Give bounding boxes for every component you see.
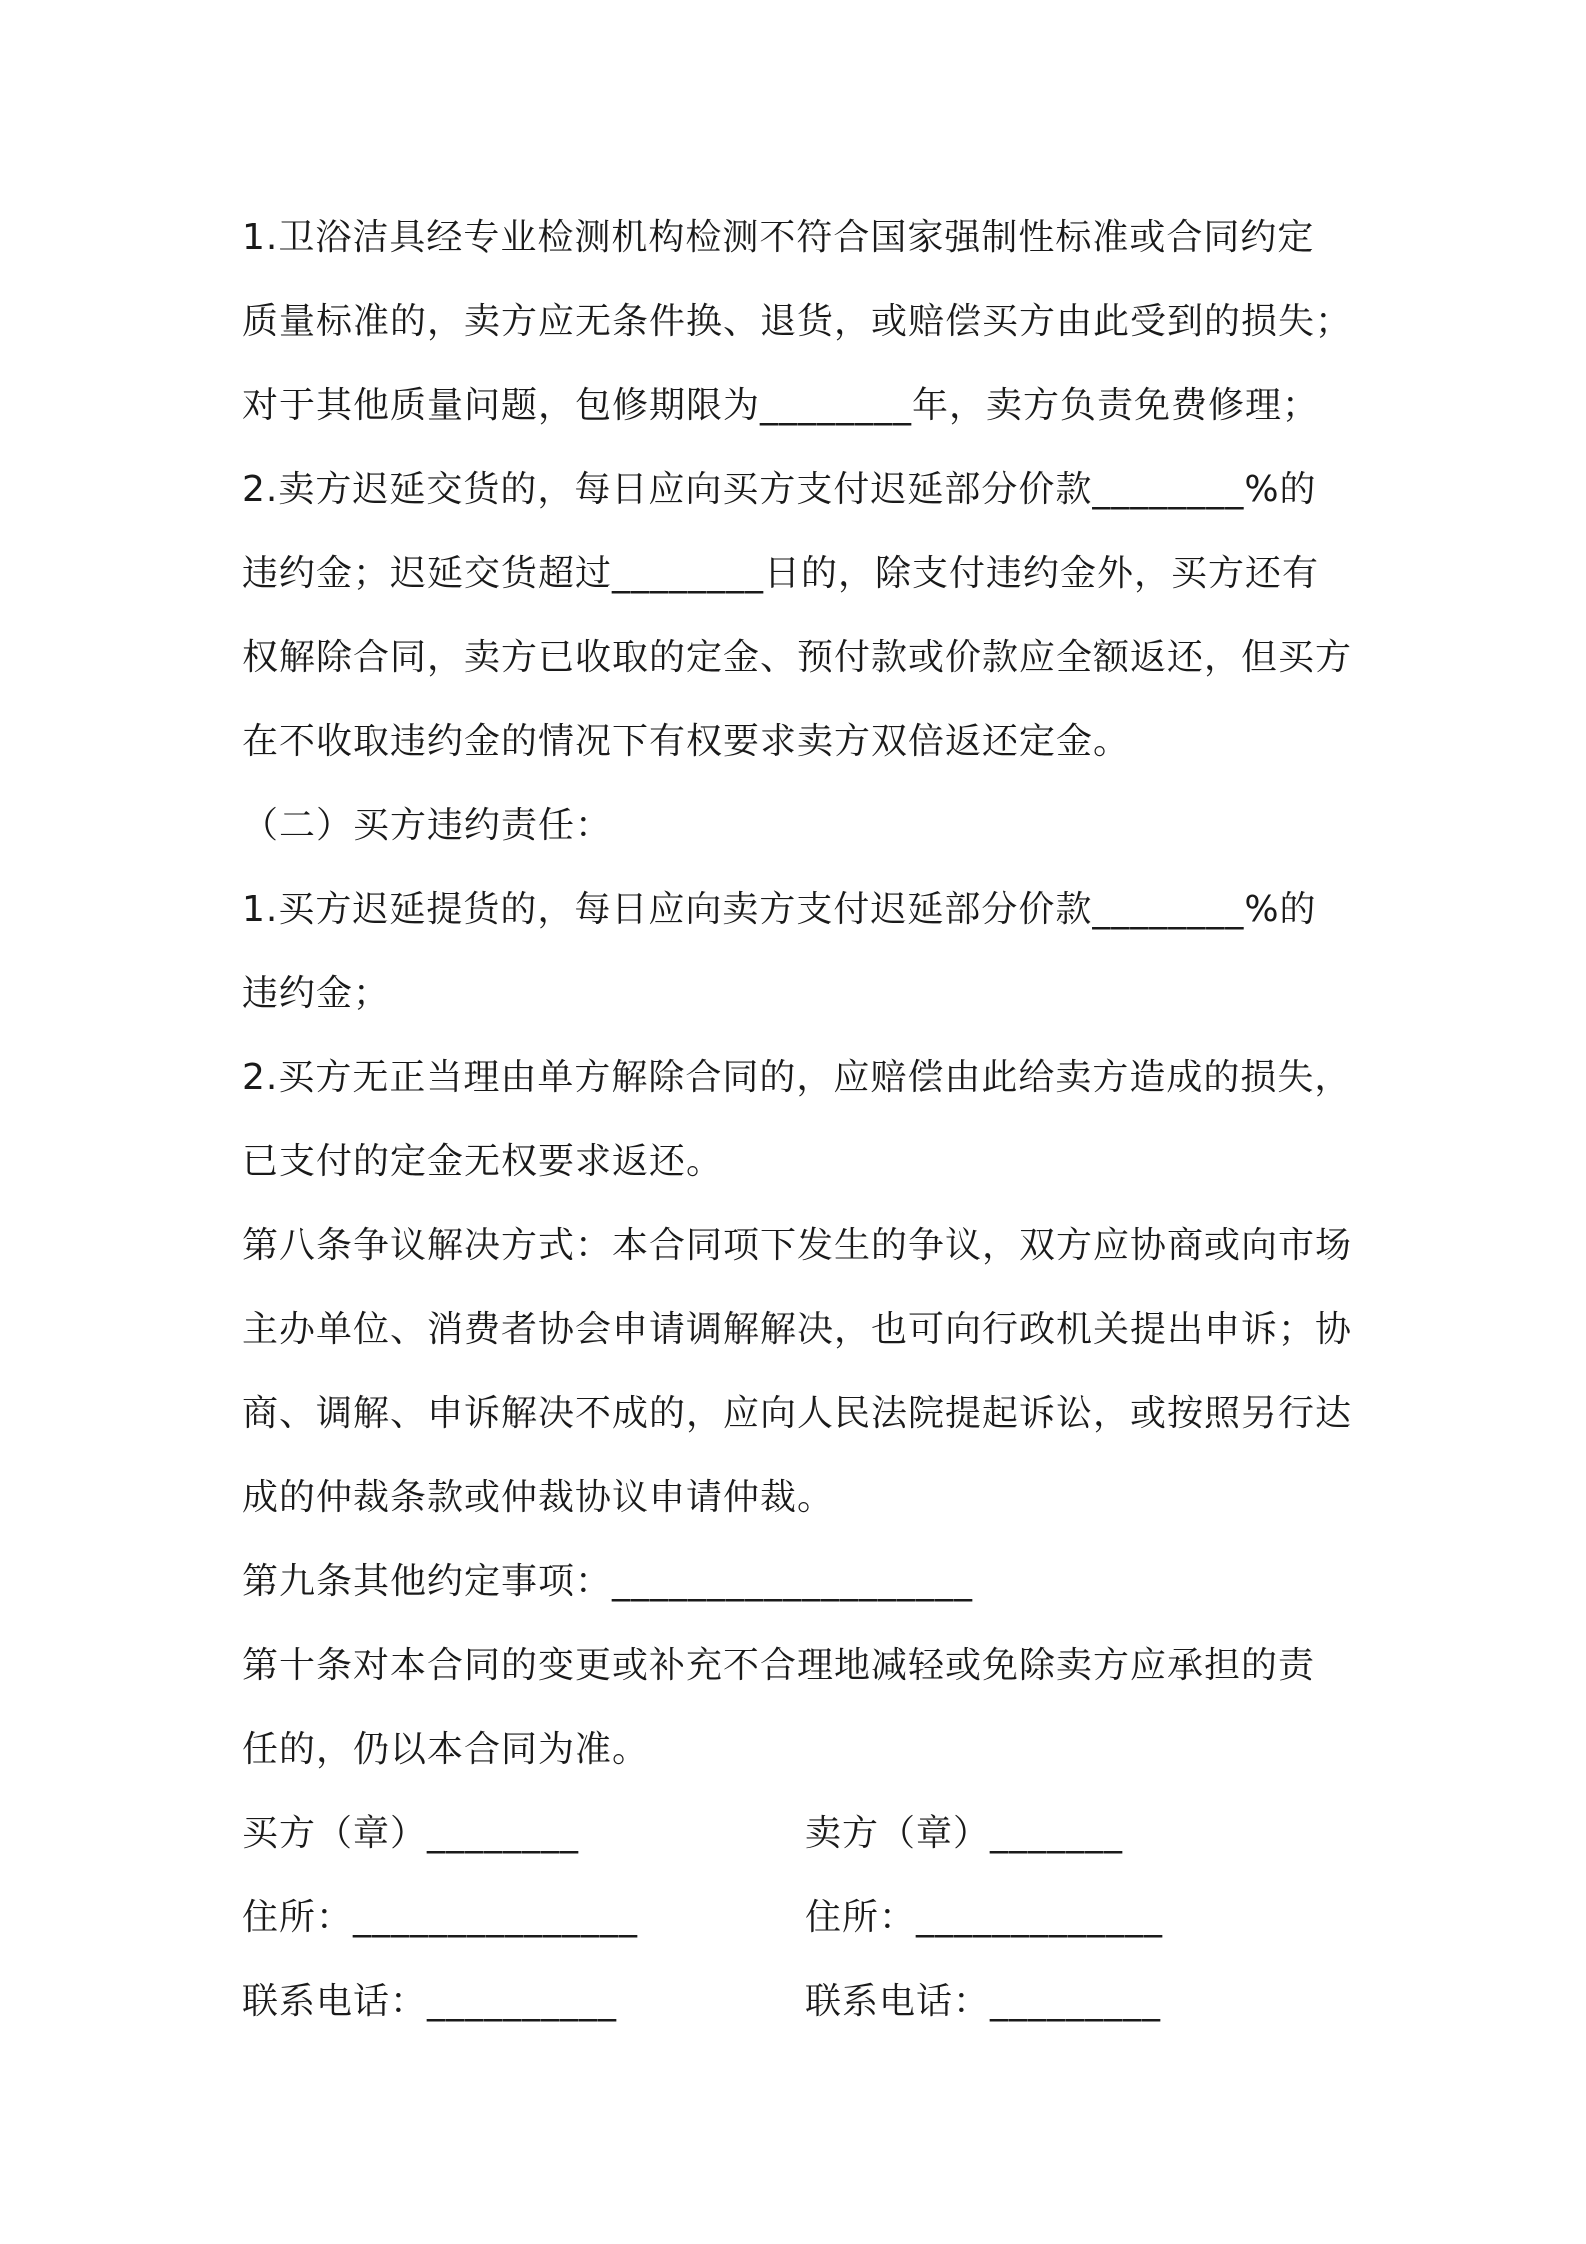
buyer-delay-line-2: 违约金； bbox=[242, 973, 391, 1014]
article-8-line-4: 成的仲裁条款或仲裁协议申请仲裁。 bbox=[242, 1477, 835, 1518]
seller-delay-line-2: 违约金；迟延交货超过________日的，除支付违约金外，买方还有 bbox=[242, 553, 1320, 594]
buyer-delay-line-1: 1.买方迟延提货的，每日应向卖方支付迟延部分价款________%的 bbox=[242, 889, 1317, 930]
seller-delay-line-4: 在不收取违约金的情况下有权要求卖方双倍返还定金。 bbox=[242, 721, 1131, 762]
article-8-line-3: 商、调解、申诉解决不成的，应向人民法院提起诉讼，或按照另行达 bbox=[242, 1393, 1353, 1434]
seller-seal-field: 卖方（章）_______ bbox=[805, 1813, 1124, 1854]
article-10-line-2: 任的，仍以本合同为准。 bbox=[242, 1729, 650, 1770]
warranty-clause-line-1: 1.卫浴洁具经专业检测机构检测不符合国家强制性标准或合同约定 bbox=[242, 217, 1315, 258]
signature-address-row bbox=[242, 1876, 1362, 1960]
buyer-termination-line-1: 2.买方无正当理由单方解除合同的，应赔偿由此给卖方造成的损失， bbox=[242, 1057, 1352, 1098]
document-page bbox=[242, 196, 1362, 2044]
signature-phone-row bbox=[242, 1960, 1362, 2044]
warranty-clause-line-2: 质量标准的，卖方应无条件换、退货，或赔偿买方由此受到的损失； bbox=[242, 301, 1353, 342]
seller-address-field: 住所：_____________ bbox=[805, 1897, 1164, 1938]
buyer-liability-heading: （二）买方违约责任： bbox=[242, 805, 613, 846]
buyer-address-field: 住所：_______________ bbox=[242, 1897, 639, 1938]
seller-delay-line-3: 权解除合同，卖方已收取的定金、预付款或价款应全额返还，但买方 bbox=[242, 637, 1353, 678]
warranty-clause-line-3: 对于其他质量问题，包修期限为________年，卖方负责免费修理； bbox=[242, 385, 1320, 426]
seller-delay-line-1: 2.卖方迟延交货的，每日应向买方支付迟延部分价款________%的 bbox=[242, 469, 1317, 510]
article-10-line-1: 第十条对本合同的变更或补充不合理地减轻或免除卖方应承担的责 bbox=[242, 1645, 1316, 1686]
article-8-line-1: 第八条争议解决方式：本合同项下发生的争议，双方应协商或向市场 bbox=[242, 1225, 1353, 1266]
buyer-phone-field: 联系电话：__________ bbox=[242, 1981, 618, 2022]
buyer-termination-line-2: 已支付的定金无权要求返还。 bbox=[242, 1141, 724, 1182]
article-8-line-2: 主办单位、消费者协会申请调解解决，也可向行政机关提出申诉；协 bbox=[242, 1309, 1353, 1350]
seller-phone-field: 联系电话：_________ bbox=[805, 1981, 1162, 2022]
signature-seal-row bbox=[242, 1792, 1362, 1876]
buyer-seal-field: 买方（章）________ bbox=[242, 1813, 580, 1854]
article-9-line: 第九条其他约定事项：___________________ bbox=[242, 1561, 974, 1602]
